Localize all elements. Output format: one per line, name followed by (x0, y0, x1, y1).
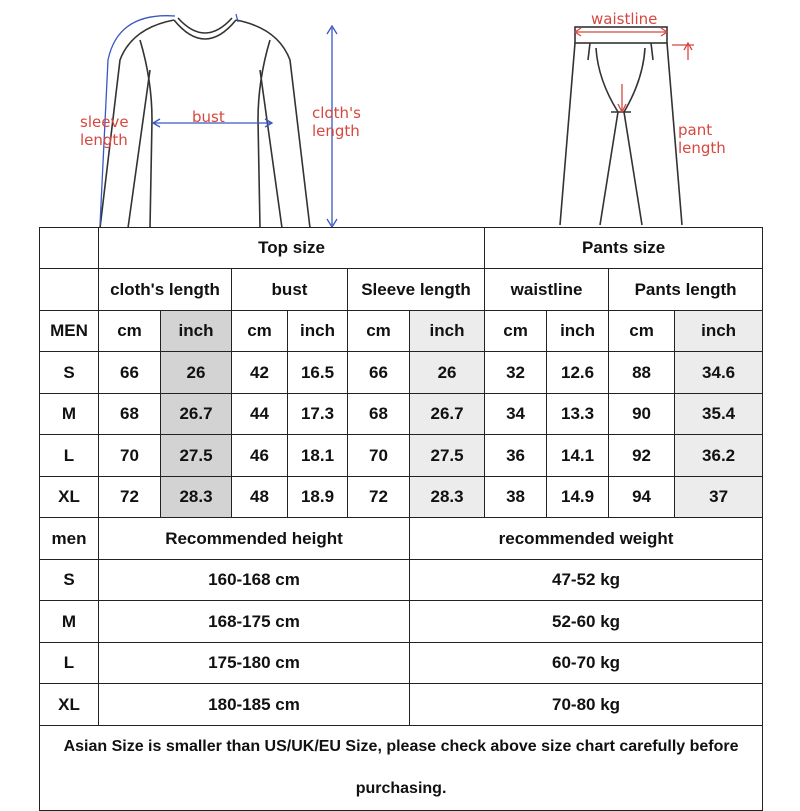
value-cell: 92 (609, 435, 675, 477)
size-label: XL (40, 477, 99, 518)
blank-corner-cell (40, 269, 99, 311)
size-chart-table (39, 227, 763, 811)
value-cell: 66 (348, 352, 410, 394)
value-cell: 34 (485, 394, 547, 435)
value-cell: 14.1 (547, 435, 609, 477)
value-cell: 28.3 (161, 477, 232, 518)
pants-size-title: Pants size (485, 228, 763, 269)
size-note: Asian Size is smaller than US/UK/EU Size, please check above size chart carefully before purchasing. (40, 726, 763, 811)
cloths-length-label: cloth's length (312, 104, 361, 140)
value-cell: 12.6 (547, 352, 609, 394)
size-label: M (40, 394, 99, 435)
recommend-header-row (40, 518, 763, 560)
unit-header-row (40, 311, 763, 352)
value-cell: 26.7 (161, 394, 232, 435)
size-label: S (40, 560, 99, 601)
unit-cell: cm (348, 311, 410, 352)
sleeve-length-header: Sleeve length (348, 269, 485, 311)
recommend-row-s (40, 560, 763, 601)
value-cell: 36.2 (675, 435, 763, 477)
value-cell: 68 (348, 394, 410, 435)
value-cell: 70 (99, 435, 161, 477)
waistline-label: waistline (591, 10, 658, 28)
recommend-row-xl (40, 684, 763, 726)
value-cell: 34.6 (675, 352, 763, 394)
garment-illustrations (0, 0, 800, 228)
unit-cell: inch (410, 311, 485, 352)
value-cell: 35.4 (675, 394, 763, 435)
size-label: L (40, 435, 99, 477)
weight-value: 70-80 kg (410, 684, 763, 726)
recommend-row-l (40, 643, 763, 684)
value-cell: 26 (161, 352, 232, 394)
pant-length-label: pant length (678, 121, 726, 157)
value-cell: 18.1 (288, 435, 348, 477)
note-row (40, 726, 763, 811)
value-cell: 14.9 (547, 477, 609, 518)
size-row-xl (40, 477, 763, 518)
value-cell: 66 (99, 352, 161, 394)
size-row-l (40, 435, 763, 477)
value-cell: 44 (232, 394, 288, 435)
bust-header: bust (232, 269, 348, 311)
value-cell: 28.3 (410, 477, 485, 518)
unit-cell: cm (232, 311, 288, 352)
value-cell: 26.7 (410, 394, 485, 435)
height-value: 180-185 cm (99, 684, 410, 726)
value-cell: 48 (232, 477, 288, 518)
size-label: L (40, 643, 99, 684)
value-cell: 18.9 (288, 477, 348, 518)
value-cell: 38 (485, 477, 547, 518)
size-label: XL (40, 684, 99, 726)
value-cell: 32 (485, 352, 547, 394)
recommended-height-header: Recommended height (99, 518, 410, 560)
value-cell: 13.3 (547, 394, 609, 435)
unit-cell: inch (161, 311, 232, 352)
height-value: 175-180 cm (99, 643, 410, 684)
value-cell: 37 (675, 477, 763, 518)
sleeve-length-label: sleeve length (80, 113, 129, 149)
men-label-cell: men (40, 518, 99, 560)
recommend-row-m (40, 601, 763, 643)
value-cell: 27.5 (410, 435, 485, 477)
waistline-header: waistline (485, 269, 609, 311)
height-value: 160-168 cm (99, 560, 410, 601)
section-title-row (40, 228, 763, 269)
value-cell: 72 (348, 477, 410, 518)
value-cell: 36 (485, 435, 547, 477)
value-cell: 26 (410, 352, 485, 394)
men-label-cell: MEN (40, 311, 99, 352)
value-cell: 70 (348, 435, 410, 477)
size-label: S (40, 352, 99, 394)
group-header-row (40, 269, 763, 311)
value-cell: 90 (609, 394, 675, 435)
recommended-weight-header: recommended weight (410, 518, 763, 560)
size-label: M (40, 601, 99, 643)
unit-cell: cm (609, 311, 675, 352)
weight-value: 47-52 kg (410, 560, 763, 601)
unit-cell: inch (547, 311, 609, 352)
value-cell: 42 (232, 352, 288, 394)
value-cell: 68 (99, 394, 161, 435)
unit-cell: cm (485, 311, 547, 352)
cloths-length-header: cloth's length (99, 269, 232, 311)
height-value: 168-175 cm (99, 601, 410, 643)
value-cell: 16.5 (288, 352, 348, 394)
value-cell: 46 (232, 435, 288, 477)
pants-measure-arrows (575, 28, 694, 112)
value-cell: 94 (609, 477, 675, 518)
unit-cell: inch (288, 311, 348, 352)
value-cell: 17.3 (288, 394, 348, 435)
value-cell: 27.5 (161, 435, 232, 477)
value-cell: 88 (609, 352, 675, 394)
pants-outline-icon (560, 27, 682, 225)
size-row-s (40, 352, 763, 394)
size-row-m (40, 394, 763, 435)
unit-cell: cm (99, 311, 161, 352)
top-size-title: Top size (99, 228, 485, 269)
pants-length-header: Pants length (609, 269, 763, 311)
blank-corner-cell (40, 228, 99, 269)
unit-cell: inch (675, 311, 763, 352)
bust-label: bust (192, 108, 225, 126)
weight-value: 52-60 kg (410, 601, 763, 643)
weight-value: 60-70 kg (410, 643, 763, 684)
value-cell: 72 (99, 477, 161, 518)
